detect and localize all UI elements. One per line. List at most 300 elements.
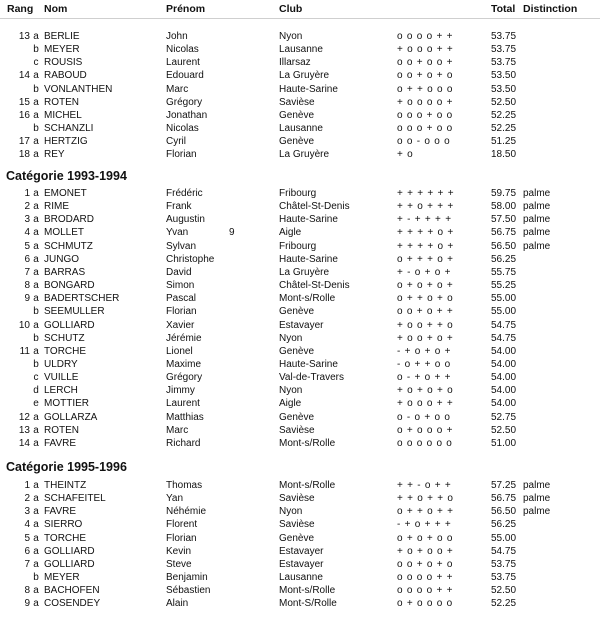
table-row: [0, 292, 600, 305]
table-row: [0, 30, 600, 43]
marks-cell: o+++o+: [397, 253, 458, 265]
table-row: [0, 69, 600, 82]
club-cell: Genève: [279, 345, 315, 357]
first-name-cell: Grégory: [166, 372, 203, 384]
marks-cell: -+o+++: [397, 519, 456, 531]
first-name-cell: Simon: [166, 280, 195, 292]
first-name-cell: Florian: [166, 306, 197, 318]
table-row: [0, 345, 600, 358]
last-name-cell: SCHUTZ: [44, 332, 85, 344]
first-name-cell: Jimmy: [166, 385, 195, 397]
first-name-cell: Laurent: [166, 398, 200, 410]
rank-cell: 7: [24, 266, 30, 278]
first-name-cell: Steve: [166, 558, 192, 570]
rank-cell: 9: [24, 598, 30, 610]
total-cell: 55.25: [491, 280, 517, 292]
tie-letter-cell: b: [33, 572, 39, 584]
last-name-cell: JUNGO: [44, 253, 79, 265]
tie-letter-cell: a: [33, 149, 39, 161]
marks-cell: +o+o+o: [397, 385, 458, 397]
marks-cell: o++o++: [397, 506, 458, 518]
rank-cell: 11: [19, 345, 30, 357]
last-name-cell: SCHANZLI: [44, 123, 94, 135]
rank-cell: 1: [24, 480, 30, 491]
first-name-cell: Lionel: [166, 345, 193, 357]
table-row: [0, 597, 600, 610]
total-cell: 18.50: [491, 149, 517, 161]
first-name-cell: Matthias: [166, 411, 204, 423]
distinction-cell: palme: [523, 506, 551, 518]
last-name-cell: COSENDEY: [44, 598, 101, 610]
marks-cell: o+oooo: [397, 598, 457, 610]
first-name-cell: Marc: [166, 424, 189, 436]
total-cell: 55.00: [491, 293, 517, 305]
first-name-cell: Pascal: [166, 293, 197, 305]
club-cell: Nyon: [279, 506, 303, 518]
last-name-cell: FAVRE: [44, 437, 77, 449]
club-cell: Nyon: [279, 31, 303, 42]
first-name-cell: Florent: [166, 519, 198, 531]
table-row: [0, 397, 600, 410]
tie-letter-cell: b: [33, 44, 39, 56]
marks-cell: ++++o+: [397, 227, 458, 239]
club-cell: Fribourg: [279, 240, 317, 252]
tie-letter-cell: a: [33, 519, 39, 531]
rank-cell: 13: [18, 31, 30, 42]
table-row: [0, 213, 600, 226]
table-row: [0, 492, 600, 505]
rank-cell: 9: [24, 293, 30, 305]
total-cell: 53.75: [491, 558, 517, 570]
club-cell: Châtel-St-Denis: [279, 201, 350, 213]
club-cell: Savièse: [279, 493, 315, 505]
club-cell: Lausanne: [279, 44, 323, 56]
club-cell: La Gruyère: [279, 70, 330, 82]
last-name-cell: TORCHE: [44, 345, 87, 357]
club-cell: Mont-s/Rolle: [279, 293, 336, 305]
first-name-cell: John: [166, 31, 188, 42]
table-row: [0, 358, 600, 371]
table-row: [0, 332, 600, 345]
marks-cell: oo+o+o: [397, 70, 457, 82]
total-cell: 53.75: [491, 44, 517, 56]
table-row: [0, 226, 600, 239]
tie-letter-cell: a: [33, 545, 39, 557]
table-row: [0, 279, 600, 292]
first-name-cell: Florian: [166, 149, 197, 161]
header-divider: [0, 18, 600, 19]
rank-cell: 17: [18, 136, 30, 148]
rank-cell: 4: [24, 519, 30, 531]
total-cell: 54.00: [491, 345, 517, 357]
marks-cell: oo+o+o: [397, 558, 457, 570]
header-rang: Rang: [7, 3, 34, 15]
club-cell: Savièse: [279, 519, 315, 531]
last-name-cell: HERTZIG: [44, 136, 88, 148]
total-cell: 55.00: [491, 306, 517, 318]
first-name-cell: Edouard: [166, 70, 204, 82]
club-cell: Genève: [279, 411, 315, 423]
table-row: [0, 200, 600, 213]
club-cell: Lausanne: [279, 572, 323, 584]
total-cell: 51.00: [491, 437, 517, 449]
distinction-cell: palme: [523, 480, 551, 491]
table-row: [0, 135, 600, 148]
table-row: [0, 384, 600, 397]
total-cell: 52.50: [491, 424, 517, 436]
club-cell: Mont-s/Rolle: [279, 437, 336, 449]
total-cell: 53.50: [491, 70, 517, 82]
last-name-cell: SCHMUTZ: [44, 240, 93, 252]
first-name-cell: Benjamin: [166, 572, 208, 584]
rank-cell: 2: [24, 493, 30, 505]
tie-letter-cell: a: [33, 227, 39, 239]
last-name-cell: ULDRY: [44, 358, 78, 370]
marks-cell: o+o+o+: [397, 280, 458, 292]
table-row: [0, 240, 600, 253]
table-row: [0, 122, 600, 135]
club-cell: Estavayer: [279, 558, 324, 570]
table-row: [0, 109, 600, 122]
club-cell: Savièse: [279, 424, 315, 436]
first-name-cell: Marc: [166, 83, 189, 95]
total-cell: 54.75: [491, 319, 517, 331]
total-cell: 52.75: [491, 411, 517, 423]
club-cell: Aigle: [279, 227, 302, 239]
total-cell: 56.75: [491, 493, 517, 505]
club-cell: Mont-s/Rolle: [279, 585, 336, 597]
last-name-cell: SEEMULLER: [44, 306, 105, 318]
first-name-cell: Thomas: [166, 480, 203, 491]
last-name-cell: ROTEN: [44, 96, 79, 108]
tie-letter-cell: a: [33, 280, 39, 292]
club-cell: Nyon: [279, 385, 303, 397]
tie-letter-cell: b: [33, 123, 39, 135]
rank-cell: 5: [24, 532, 30, 544]
first-name-cell: Kevin: [166, 545, 192, 557]
table-row: [0, 571, 600, 584]
first-name-cell: Grégory: [166, 96, 203, 108]
category-title: Catégorie 1993-1994: [6, 169, 127, 183]
club-cell: Haute-Sarine: [279, 253, 338, 265]
tie-letter-cell: b: [33, 306, 39, 318]
table-row: [0, 532, 600, 545]
total-cell: 57.50: [491, 214, 517, 226]
tie-letter-cell: a: [33, 585, 39, 597]
first-name-cell: Frédéric: [166, 188, 203, 199]
table-row: [0, 43, 600, 56]
tie-letter-cell: d: [33, 385, 39, 397]
rank-cell: 12: [18, 411, 30, 423]
club-cell: Mont-s/Rolle: [279, 480, 336, 491]
total-cell: 52.50: [491, 96, 517, 108]
total-cell: 55.75: [491, 266, 517, 278]
rank-cell: 8: [24, 280, 30, 292]
marks-cell: ++o++o: [397, 493, 458, 505]
total-cell: 53.50: [491, 83, 517, 95]
tie-letter-cell: c: [33, 57, 39, 69]
club-cell: Mont-S/Rolle: [279, 598, 337, 610]
distinction-cell: palme: [523, 214, 551, 226]
club-cell: Aigle: [279, 398, 302, 410]
table-row: [0, 96, 600, 109]
total-cell: 54.75: [491, 545, 517, 557]
tie-letter-cell: b: [33, 332, 39, 344]
first-name-cell: Jérémie: [166, 332, 202, 344]
marks-cell: +ooo++: [397, 44, 458, 56]
table-row: [0, 371, 600, 384]
last-name-cell: BARRAS: [44, 266, 86, 278]
marks-cell: ooo+oo: [397, 123, 457, 135]
marks-cell: ooo+oo: [397, 109, 457, 121]
tie-letter-cell: a: [33, 598, 39, 610]
header-club: Club: [279, 3, 303, 15]
tie-letter-cell: a: [33, 411, 39, 423]
first-name-cell: Sylvan: [166, 240, 197, 252]
header-nom: Nom: [44, 3, 68, 15]
rank-cell: 14: [18, 437, 30, 449]
rank-cell: 3: [24, 506, 30, 518]
total-cell: 51.25: [491, 136, 517, 148]
first-name-cell: Alain: [166, 598, 189, 610]
rank-cell: 14: [18, 70, 30, 82]
last-name-cell: FAVRE: [44, 506, 77, 518]
first-name-cell: Xavier: [166, 319, 195, 331]
table-header: [0, 3, 600, 16]
rank-cell: 3: [24, 214, 30, 226]
last-name-cell: MOTTIER: [44, 398, 89, 410]
club-cell: Genève: [279, 136, 315, 148]
first-name-cell: Néhémie: [166, 506, 207, 518]
total-cell: 56.50: [491, 240, 517, 252]
rank-cell: 10: [18, 319, 30, 331]
club-cell: Haute-Sarine: [279, 83, 338, 95]
club-cell: Genève: [279, 532, 315, 544]
last-name-cell: THEINTZ: [44, 480, 87, 491]
table-row: [0, 479, 600, 492]
total-cell: 55.00: [491, 532, 517, 544]
rank-cell: 8: [24, 585, 30, 597]
first-name-cell: Christophe: [166, 253, 215, 265]
extra-note-cell: 9: [229, 227, 235, 239]
header-distinction: Distinction: [523, 3, 578, 15]
tie-letter-cell: a: [33, 493, 39, 505]
total-cell: 54.00: [491, 372, 517, 384]
rank-cell: 4: [24, 227, 30, 239]
first-name-cell: David: [166, 266, 192, 278]
tie-letter-cell: e: [33, 398, 39, 410]
rank-cell: 6: [24, 545, 30, 557]
tie-letter-cell: a: [33, 506, 39, 518]
last-name-cell: VONLANTHEN: [44, 83, 113, 95]
marks-cell: ++++o+: [397, 240, 458, 252]
tie-letter-cell: b: [33, 83, 39, 95]
table-row: [0, 305, 600, 318]
tie-letter-cell: c: [33, 372, 39, 384]
marks-cell: oo-ooo: [397, 136, 454, 148]
club-cell: Genève: [279, 306, 315, 318]
tie-letter-cell: a: [33, 109, 39, 121]
club-cell: Estavayer: [279, 545, 324, 557]
club-cell: Savièse: [279, 96, 315, 108]
header-total: Total: [491, 3, 516, 15]
total-cell: 52.25: [491, 598, 517, 610]
table-row: [0, 187, 600, 200]
marks-cell: o+o+oo: [397, 532, 457, 544]
last-name-cell: REY: [44, 149, 65, 161]
tie-letter-cell: a: [33, 96, 39, 108]
marks-cell: +ooo++: [397, 398, 458, 410]
total-cell: 54.00: [491, 358, 517, 370]
tie-letter-cell: a: [33, 480, 39, 491]
club-cell: La Gruyère: [279, 266, 330, 278]
rank-cell: 13: [18, 424, 30, 436]
club-cell: Val-de-Travers: [279, 372, 345, 384]
last-name-cell: ROTEN: [44, 424, 79, 436]
club-cell: Estavayer: [279, 319, 324, 331]
marks-cell: o+ooo+: [397, 424, 457, 436]
table-row: [0, 558, 600, 571]
last-name-cell: BONGARD: [44, 280, 95, 292]
club-cell: Lausanne: [279, 123, 323, 135]
last-name-cell: LERCH: [44, 385, 78, 397]
table-row: [0, 518, 600, 531]
first-name-cell: Richard: [166, 437, 201, 449]
rank-cell: 16: [18, 109, 30, 121]
table-row: [0, 83, 600, 96]
total-cell: 56.75: [491, 227, 517, 239]
total-cell: 52.25: [491, 123, 517, 135]
table-row: [0, 148, 600, 161]
first-name-cell: Cyril: [166, 136, 186, 148]
tie-letter-cell: a: [33, 266, 39, 278]
distinction-cell: palme: [523, 227, 551, 239]
first-name-cell: Laurent: [166, 57, 200, 69]
rank-cell: 15: [18, 96, 30, 108]
last-name-cell: MEYER: [44, 44, 80, 56]
first-name-cell: Nicolas: [166, 44, 199, 56]
table-row: [0, 505, 600, 518]
total-cell: 58.00: [491, 201, 517, 213]
first-name-cell: Sébastien: [166, 585, 211, 597]
table-row: [0, 437, 600, 450]
total-cell: 53.75: [491, 572, 517, 584]
total-cell: 56.50: [491, 506, 517, 518]
club-cell: Châtel-St-Denis: [279, 280, 350, 292]
rank-cell: 7: [24, 558, 30, 570]
total-cell: 54.00: [491, 385, 517, 397]
table-row: [0, 266, 600, 279]
marks-cell: +oo++o: [397, 319, 458, 331]
marks-cell: -o++oo: [397, 358, 455, 370]
total-cell: 59.75: [491, 188, 517, 199]
tie-letter-cell: a: [33, 188, 39, 199]
last-name-cell: RIME: [44, 201, 69, 213]
club-cell: Genève: [279, 109, 315, 121]
total-cell: 57.25: [491, 480, 517, 491]
marks-cell: +oo+o+: [397, 332, 458, 344]
distinction-cell: palme: [523, 201, 551, 213]
first-name-cell: Nicolas: [166, 123, 199, 135]
tie-letter-cell: a: [33, 319, 39, 331]
tie-letter-cell: a: [33, 136, 39, 148]
first-name-cell: Maxime: [166, 358, 202, 370]
club-cell: Haute-Sarine: [279, 214, 338, 226]
last-name-cell: BERLIE: [44, 31, 80, 42]
marks-cell: oooo++: [397, 31, 457, 42]
table-row: [0, 424, 600, 437]
marks-cell: -+o+o+: [397, 345, 455, 357]
distinction-cell: palme: [523, 188, 551, 199]
tie-letter-cell: a: [33, 437, 39, 449]
category-title: Catégorie 1995-1996: [6, 460, 127, 474]
category-heading: [0, 459, 600, 472]
total-cell: 54.75: [491, 332, 517, 344]
marks-cell: ++-o++: [397, 480, 456, 491]
total-cell: 54.00: [491, 398, 517, 410]
total-cell: 52.25: [491, 109, 517, 121]
club-cell: Illarsaz: [279, 57, 311, 69]
last-name-cell: ROUSIS: [44, 57, 83, 69]
first-name-cell: Frank: [166, 201, 192, 213]
tie-letter-cell: a: [33, 240, 39, 252]
total-cell: 56.25: [491, 253, 517, 265]
club-cell: Nyon: [279, 332, 303, 344]
tie-letter-cell: a: [33, 293, 39, 305]
first-name-cell: Jonathan: [166, 109, 208, 121]
club-cell: Fribourg: [279, 188, 317, 199]
marks-cell: oo+o++: [397, 306, 458, 318]
tie-letter-cell: b: [33, 358, 39, 370]
total-cell: 53.75: [491, 57, 517, 69]
tie-letter-cell: a: [33, 214, 39, 226]
last-name-cell: SCHAFEITEL: [44, 493, 106, 505]
tie-letter-cell: a: [33, 31, 39, 42]
marks-cell: +o+oo+: [397, 545, 458, 557]
first-name-cell: Yan: [166, 493, 184, 505]
tie-letter-cell: a: [33, 345, 39, 357]
total-cell: 52.50: [491, 585, 517, 597]
rank-cell: 18: [18, 149, 30, 161]
rank-cell: 6: [24, 253, 30, 265]
last-name-cell: RABOUD: [44, 70, 87, 82]
rank-cell: 1: [24, 188, 30, 199]
marks-cell: +oooo+: [397, 96, 457, 108]
marks-cell: ++o+++: [397, 201, 458, 213]
marks-cell: +-++++: [397, 214, 456, 226]
first-name-cell: Florian: [166, 532, 197, 544]
tie-letter-cell: a: [33, 201, 39, 213]
last-name-cell: GOLLIARD: [44, 545, 95, 557]
last-name-cell: BACHOFEN: [44, 585, 100, 597]
table-row: [0, 319, 600, 332]
last-name-cell: SIERRO: [44, 519, 83, 531]
last-name-cell: MOLLET: [44, 227, 85, 239]
last-name-cell: VUILLE: [44, 372, 79, 384]
tie-letter-cell: a: [33, 532, 39, 544]
total-cell: 53.75: [491, 31, 517, 42]
marks-cell: +-o+o+: [397, 266, 455, 278]
marks-cell: oo+oo+: [397, 57, 457, 69]
last-name-cell: MICHEL: [44, 109, 82, 121]
marks-cell: oooooo: [397, 437, 457, 449]
marks-cell: +o: [397, 149, 418, 161]
rank-cell: 2: [24, 201, 30, 213]
marks-cell: o++ooo: [397, 83, 457, 95]
distinction-cell: palme: [523, 493, 551, 505]
last-name-cell: BRODARD: [44, 214, 95, 226]
tie-letter-cell: a: [33, 70, 39, 82]
